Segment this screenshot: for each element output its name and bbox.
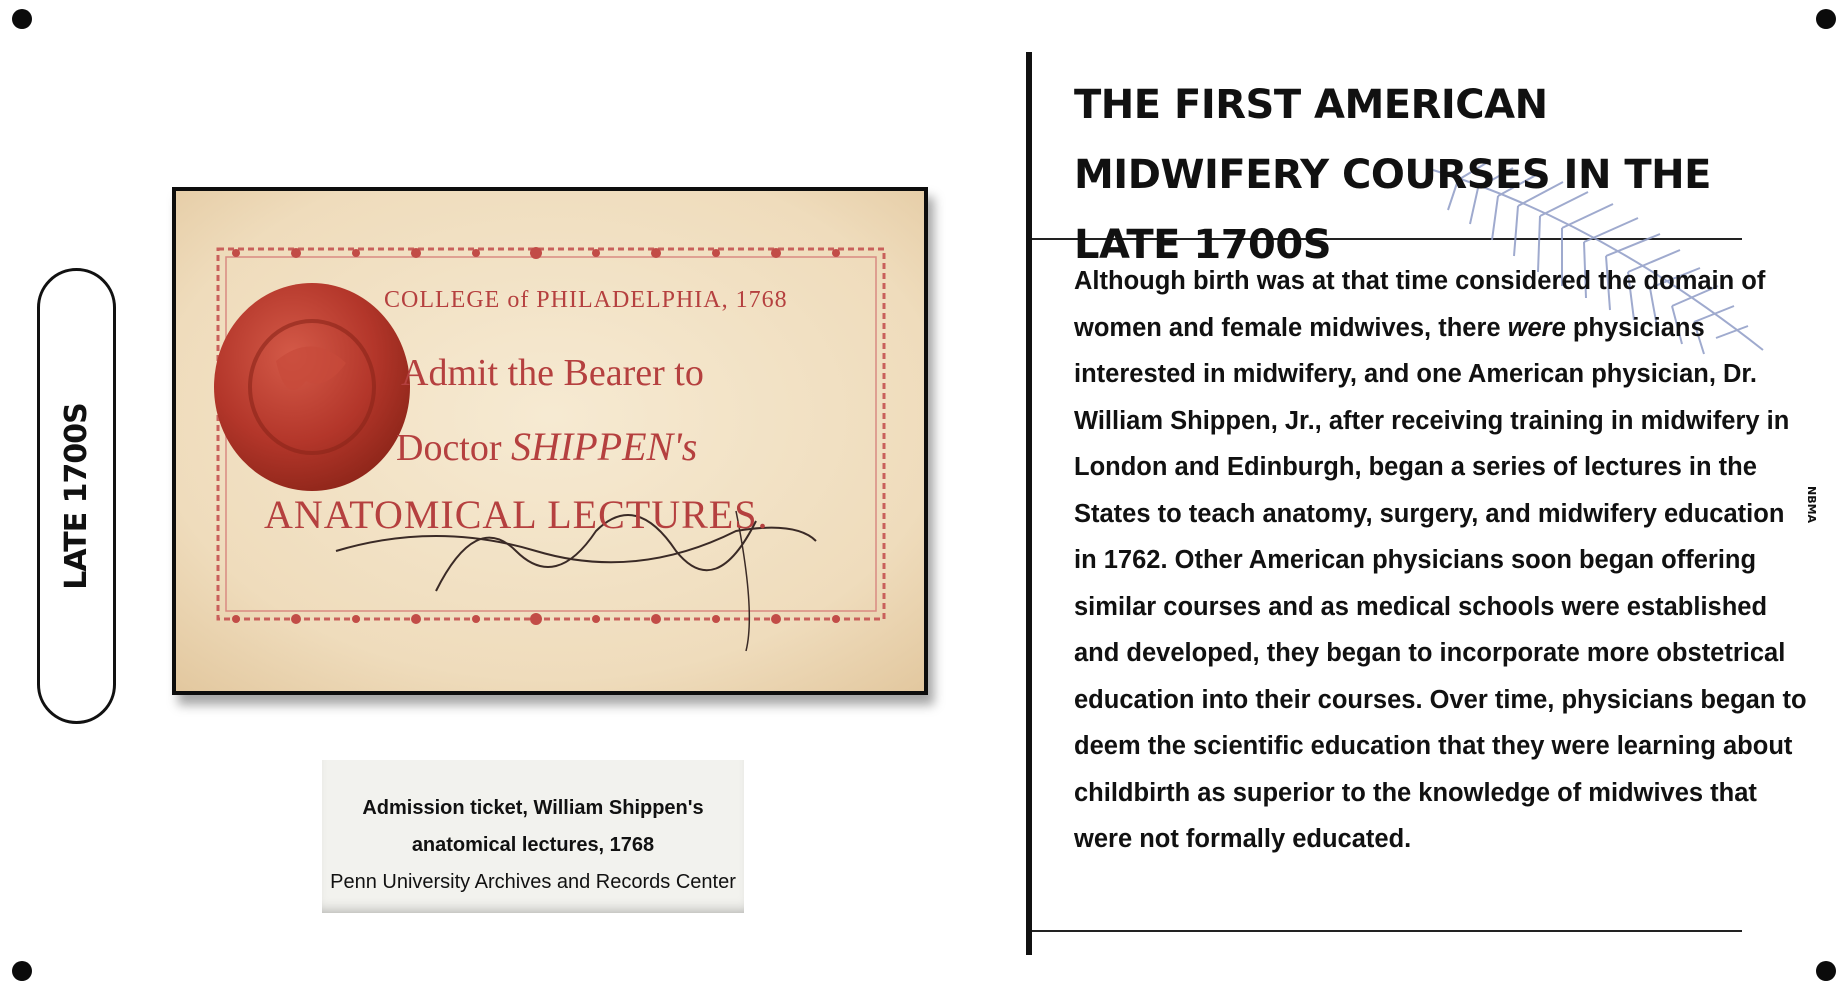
article-body — [1074, 258, 1809, 863]
corner-dot-bottom-right — [1816, 961, 1836, 981]
article-body-emphasis: were — [1507, 313, 1566, 342]
era-tab — [37, 268, 116, 724]
side-org-label: NBMA — [1805, 486, 1818, 524]
article-heading: THE FIRST AMERICAN MIDWIFERY COURSES IN THE LATE 1700S — [1074, 82, 1711, 268]
corner-dot-top-left — [12, 9, 32, 29]
image-caption — [322, 760, 744, 913]
era-tab-label: LATE 1700S — [59, 402, 95, 590]
ticket-doctor-name: SHIPPEN's — [511, 424, 698, 469]
article-body-part2: physicians interested in midwifery, and one American physician, Dr. William Shippen, Jr., after receiving training in midwifery in London and Edinburgh, began a series of lectures in the States to teach anatomy, surgery, and midwifery education in 1762. Other American physicians soon began offering similar courses and as medical schools were established and developed, they began to incorporate more obstetrical education into their courses. Over time, physicians began to deem the scientific education that they were learning about childbirth as superior to the knowledge of midwives that were not formally educated. — [1074, 313, 1807, 853]
corner-dot-bottom-left — [12, 961, 32, 981]
ticket-admit-line: Admit the Bearer to — [401, 352, 704, 394]
ticket-doctor-line — [396, 423, 697, 470]
ticket-doctor-prefix: Doctor — [396, 427, 502, 469]
caption-title: Admission ticket, William Shippen's anatomical lectures, 1768 — [362, 797, 704, 856]
footer-rule — [1032, 930, 1742, 932]
ticket-college-line: COLLEGE of PHILADELPHIA, 1768 — [384, 287, 788, 313]
admission-ticket-image — [172, 187, 928, 695]
ticket-lectures-line: ANATOMICAL LECTURES. — [264, 492, 769, 537]
caption-source: Penn University Archives and Records Center — [330, 871, 736, 893]
article-body-part1: Although birth was at that time considered the domain of women and female midwives, there — [1074, 267, 1766, 342]
vertical-divider — [1026, 52, 1032, 955]
corner-dot-top-right — [1816, 9, 1836, 29]
